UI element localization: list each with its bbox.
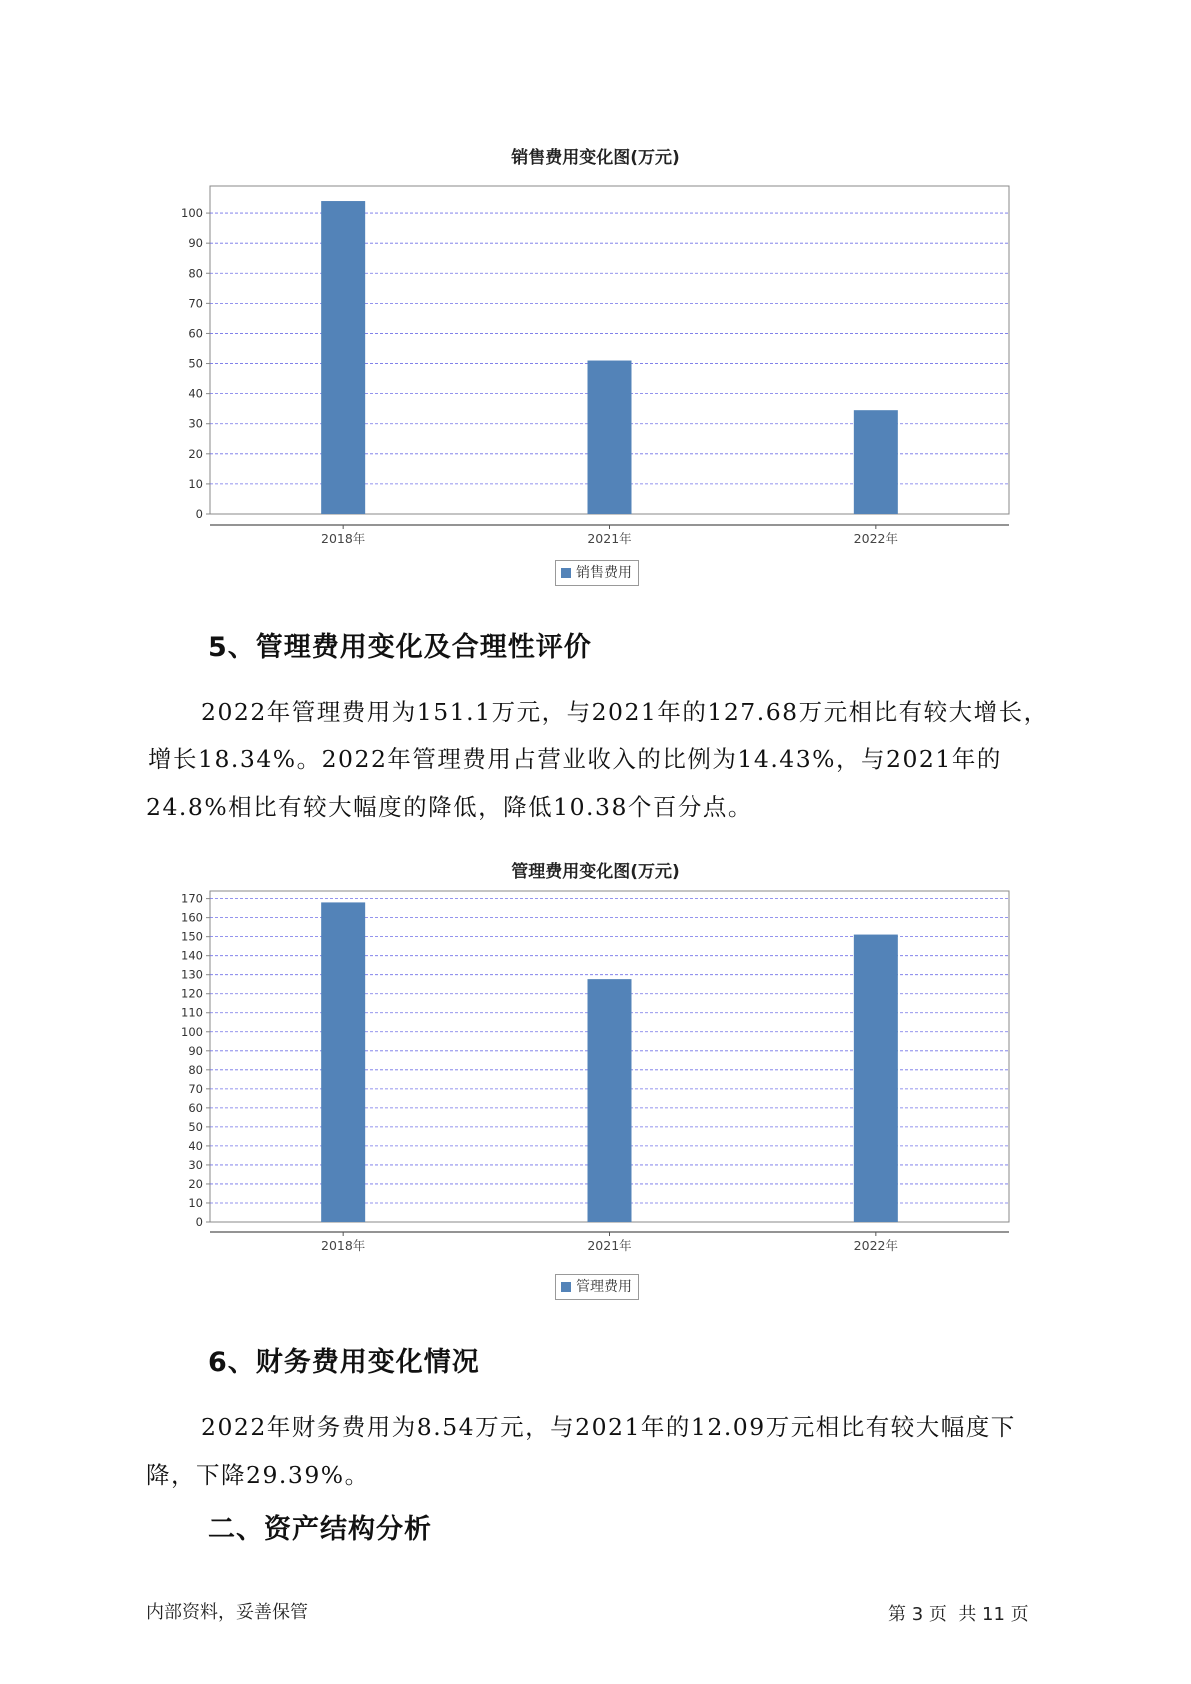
bar: [588, 979, 632, 1222]
paragraph-line: 2022年管理费用为151.1万元，与2021年的127.68万元相比有较大增长，: [201, 698, 1049, 726]
y-tick-label: 40: [188, 1138, 203, 1153]
y-tick-label: 70: [188, 296, 203, 311]
y-tick-label: 40: [188, 386, 203, 401]
paragraph-line: 24.8%相比有较大幅度的降低，降低10.38个百分点。: [146, 793, 753, 821]
legend-label: 管理费用: [576, 1279, 632, 1295]
bar: [854, 935, 898, 1222]
y-tick-label: 170: [181, 891, 203, 906]
y-tick-label: 90: [188, 1043, 203, 1058]
y-tick-label: 160: [181, 910, 203, 925]
bar: [321, 902, 365, 1222]
y-tick-label: 20: [188, 1176, 203, 1191]
y-tick-label: 70: [188, 1081, 203, 1096]
paragraph-line: 增长18.34%。2022年管理费用占营业收入的比例为14.43%，与2021年的: [148, 745, 1002, 773]
chart-legend: [555, 1274, 639, 1300]
y-tick-label: 150: [181, 929, 203, 944]
y-tick-label: 100: [181, 206, 203, 221]
y-tick-label: 10: [188, 476, 203, 491]
legend-swatch: [561, 1282, 571, 1292]
footer-confidential: 内部资料，妥善保管: [146, 1602, 308, 1623]
chart-title: 管理费用变化图(万元): [511, 862, 680, 882]
paragraph-line: 降，下降29.39%。: [146, 1461, 370, 1489]
y-tick-label: 60: [188, 1100, 203, 1115]
x-tick-label: 2022年: [853, 1238, 898, 1253]
y-tick-label: 50: [188, 1119, 203, 1134]
y-tick-label: 30: [188, 416, 203, 431]
y-tick-label: 30: [188, 1157, 203, 1172]
y-tick-label: 80: [188, 1062, 203, 1077]
y-tick-label: 140: [181, 948, 203, 963]
y-tick-label: 50: [188, 356, 203, 371]
y-tick-label: 100: [181, 1024, 203, 1039]
x-tick-label: 2022年: [853, 531, 898, 546]
section-heading-mgmt: 5、管理费用变化及合理性评价: [208, 632, 592, 663]
footer-page-number: 第 3 页 共 11 页: [888, 1604, 1029, 1625]
x-tick-label: 2018年: [321, 1238, 366, 1253]
y-tick-label: 90: [188, 236, 203, 251]
y-tick-label: 120: [181, 986, 203, 1001]
x-tick-label: 2021年: [587, 1238, 632, 1253]
x-tick-label: 2018年: [321, 531, 366, 546]
y-tick-label: 0: [195, 507, 203, 521]
y-tick-label: 60: [188, 326, 203, 341]
section-heading-assets: 二、资产结构分析: [208, 1514, 432, 1545]
y-tick-label: 130: [181, 967, 203, 982]
legend-label: 销售费用: [576, 565, 632, 581]
y-tick-label: 110: [181, 1005, 203, 1020]
x-tick-label: 2021年: [587, 531, 632, 546]
y-tick-label: 10: [188, 1195, 203, 1210]
chart-title: 销售费用变化图(万元): [511, 148, 680, 168]
y-tick-label: 0: [195, 1215, 203, 1229]
y-tick-label: 80: [188, 266, 203, 281]
y-tick-label: 20: [188, 446, 203, 461]
paragraph-line: 2022年财务费用为8.54万元，与2021年的12.09万元相比有较大幅度下: [201, 1413, 1016, 1441]
section-heading-finance: 6、财务费用变化情况: [208, 1347, 480, 1378]
